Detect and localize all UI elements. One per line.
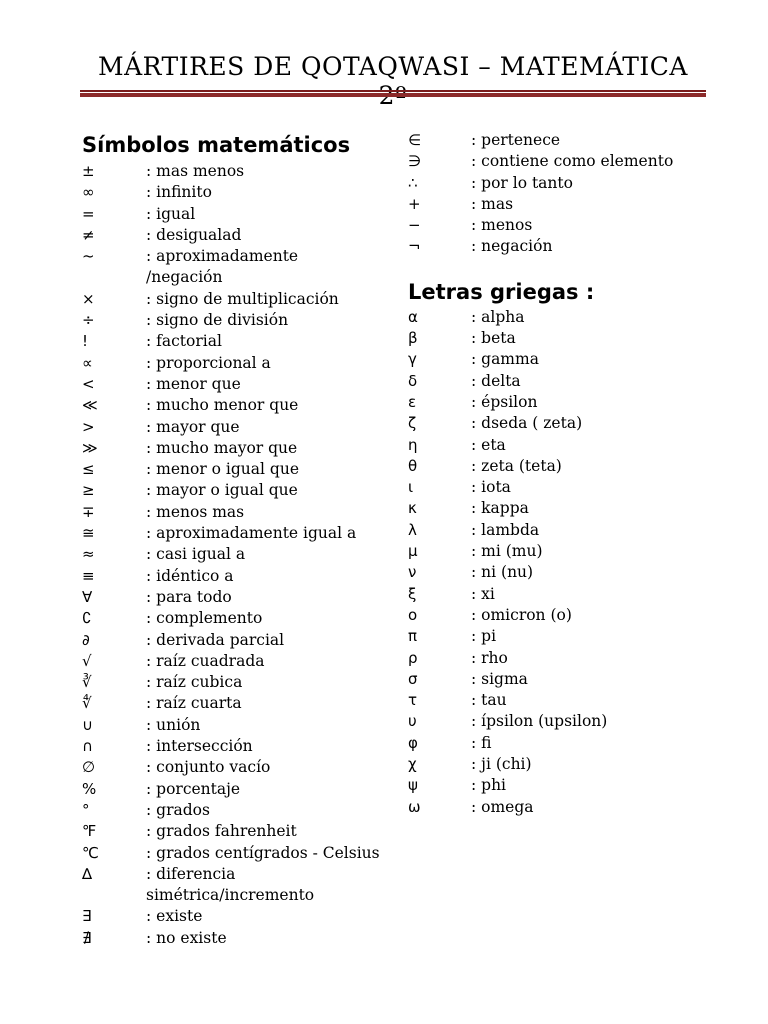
symbol-description: : no existe [146,928,227,947]
symbol-glyph: × [82,289,95,308]
symbol-description: : fi [471,733,492,752]
list-item [82,480,392,501]
list-item [82,459,392,480]
symbol-description: : derivada parcial [146,630,285,649]
symbol-description: : raíz cuadrada [146,651,265,670]
symbol-glyph: % [82,779,97,798]
list-item [408,541,708,562]
symbol-glyph: ∆ [82,864,93,883]
page-title: MÁRTIRES DE QOTAQWASI – MATEMÁTICA [98,52,688,81]
symbol-glyph: ≥ [82,481,95,500]
symbol-glyph: φ [408,733,418,752]
list-item [82,331,392,352]
symbol-description: : mucho mayor que [146,438,298,457]
list-item [408,648,708,669]
symbol-glyph: ∃ [82,907,92,926]
list-item [408,371,708,392]
symbol-description: : eta [471,435,506,454]
symbol-description: : para todo [146,587,232,606]
list-item [82,395,392,416]
symbol-glyph: ≪ [82,396,98,415]
symbol-glyph: ω [408,797,421,816]
list-item [82,438,392,459]
list-item [82,587,392,608]
list-item [82,566,392,587]
symbol-glyph: ° [82,800,90,819]
symbol-description: : delta [471,371,521,390]
symbol-description: /negación [146,268,223,287]
symbol-description: : aproximadamente [146,247,299,266]
symbol-glyph: β [408,329,418,348]
list-item [82,800,392,821]
symbol-glyph: ≤ [82,460,95,479]
list-item [408,690,708,711]
symbol-description: : mas menos [146,162,245,180]
symbol-glyph: < [82,374,95,393]
symbol-description: : existe [146,907,203,926]
symbol-description: : pertenece [471,131,561,149]
list-item [82,502,392,523]
symbol-description: : intersección [146,737,253,756]
symbol-glyph: ÷ [82,311,95,330]
list-item-continuation [82,267,392,288]
symbol-description: : gamma [471,350,539,369]
list-item [408,456,708,477]
symbol-glyph: ρ [408,648,418,667]
symbol-glyph: √ [82,651,92,670]
symbol-glyph: ∅ [82,758,96,777]
symbol-description: : complemento [146,609,263,628]
list-item [82,353,392,374]
symbol-glyph: = [82,204,95,223]
list-item [82,289,392,310]
symbol-description: : grados [146,800,210,819]
symbol-description: : raíz cubica [146,673,243,692]
symbol-description: : lambda [471,520,540,539]
symbol-glyph: α [408,307,418,326]
list-item [82,672,392,693]
symbol-glyph: ξ [408,584,417,603]
symbol-glyph: κ [408,499,417,518]
symbol-description: : ji (chi) [471,755,532,774]
symbol-glyph: ∴ [408,173,418,192]
symbol-description: simétrica/incremento [146,886,315,905]
list-item [82,225,392,246]
symbol-description: : rho [471,648,508,667]
symbol-description: : grados fahrenheit [146,822,297,841]
symbol-glyph: ∋ [408,152,422,171]
list-item [408,215,708,236]
symbol-glyph: σ [408,669,418,688]
list-item [82,417,392,438]
list-item [408,236,708,257]
symbol-description: : mas [471,194,514,213]
symbol-glyph: ∛ [82,673,92,692]
symbol-glyph: ∩ [82,737,93,756]
symbol-description: : menos [471,216,533,235]
list-item [408,194,708,215]
list-item [82,523,392,544]
symbol-description: : grados centígrados - Celsius [146,843,380,862]
symbol-description: : dseda ( zeta) [471,414,583,433]
list-item [408,520,708,541]
list-item [408,477,708,498]
symbol-description: : idéntico a [146,566,234,585]
symbol-description: : menor o igual que [146,460,299,479]
symbol-glyph: > [82,417,95,436]
symbol-glyph: ≅ [82,524,95,543]
symbol-description: : mi (mu) [471,542,543,561]
list-item [408,349,708,370]
symbol-glyph: ≡ [82,566,95,585]
symbol-glyph: ¬ [408,237,421,256]
symbol-description: : épsilon [471,392,538,411]
symbol-glyph: ∈ [408,131,422,149]
symbol-glyph: ℃ [82,843,99,862]
symbol-description: : infinito [146,183,212,202]
math-symbols-column [82,130,392,949]
symbol-description: : unión [146,715,201,734]
symbol-glyph: ∀ [82,587,93,606]
list-item [408,435,708,456]
list-item [408,797,708,818]
list-item [82,310,392,331]
list-item [82,608,392,629]
symbol-description: : menor que [146,374,241,393]
symbol-glyph [82,267,146,288]
list-item [82,374,392,395]
section-title-griegas: Letras griegas : [408,279,595,304]
list-item [408,626,708,647]
symbol-glyph: ψ [408,776,418,795]
symbol-description: : mayor o igual que [146,481,298,500]
list-item [82,928,392,949]
symbol-description: : alpha [471,307,525,326]
symbol-description: : xi [471,584,495,603]
symbol-glyph: ℉ [82,822,97,841]
symbol-description: : ni (nu) [471,563,534,582]
symbol-glyph: ζ [408,414,417,433]
list-item [82,246,392,267]
symbol-description: : por lo tanto [471,173,573,192]
symbol-glyph: ο [408,605,418,624]
list-item [82,779,392,800]
symbol-glyph: λ [408,520,417,539]
symbol-description: : kappa [471,499,529,518]
section-title-simbolos: Símbolos matemáticos [82,133,351,157]
list-item [408,328,708,349]
symbol-glyph: ∂ [82,630,90,649]
symbol-description: : casi igual a [146,545,246,564]
symbol-description: : pi [471,627,497,646]
list-item [408,562,708,583]
list-item [408,733,708,754]
symbol-description: : phi [471,776,507,795]
symbol-description: : raíz cuarta [146,694,242,713]
symbol-glyph: χ [408,755,417,774]
symbol-description: : omega [471,797,534,816]
symbol-glyph [82,885,146,906]
symbol-description: : iota [471,478,511,497]
symbol-glyph: μ [408,542,418,561]
list-item [408,754,708,775]
list-item [82,843,392,864]
symbol-glyph: ε [408,392,417,411]
section-spacer [408,258,708,277]
list-item [408,584,708,605]
symbol-description: : factorial [146,332,222,351]
symbol-description: : contiene como elemento [471,152,674,171]
symbol-description: : omicron (o) [471,605,572,624]
symbol-description: : zeta (teta) [471,456,562,475]
symbol-glyph: ≠ [82,225,95,244]
symbol-description: : porcentaje [146,779,241,798]
list-item [82,182,392,203]
symbol-description: : signo de división [146,311,289,330]
symbol-glyph: ∄ [82,928,92,947]
symbol-description: : diferencia [146,864,236,883]
greek-letter-list [408,307,708,818]
list-item [82,630,392,651]
symbol-glyph: υ [408,712,417,731]
list-item [82,736,392,757]
symbol-glyph: ∓ [82,502,95,521]
list-item [408,151,708,172]
list-item [408,711,708,732]
symbol-description: : proporcional a [146,353,271,372]
symbol-glyph: ± [82,162,95,180]
symbol-glyph: + [408,194,421,213]
symbol-glyph: π [408,627,418,646]
list-item [82,864,392,885]
symbol-glyph: ι [408,478,414,497]
symbol-description: : ípsilon (upsilon) [471,712,608,731]
symbol-glyph: θ [408,456,418,475]
symbol-glyph: γ [408,350,417,369]
list-item [82,715,392,736]
list-item [408,392,708,413]
list-item [408,775,708,796]
symbol-description: : aproximadamente igual a [146,524,357,543]
list-item [408,669,708,690]
title-divider [80,90,706,92]
symbol-glyph: − [408,216,421,235]
symbol-list [82,161,392,949]
symbol-glyph: δ [408,371,418,390]
list-item [82,204,392,225]
list-item [408,307,708,328]
list-item [82,906,392,927]
symbol-glyph: ∁ [82,609,92,628]
list-item [408,413,708,434]
list-item [408,130,708,151]
symbol-description: : menos mas [146,502,245,521]
symbol-glyph: ∪ [82,715,93,734]
symbol-description: : negación [471,237,553,256]
title-divider-thick [80,93,706,97]
symbol-glyph: ∞ [82,183,95,202]
symbol-glyph: ≫ [82,438,98,457]
symbol-glyph: τ [408,691,418,710]
list-item [82,757,392,778]
symbol-glyph: η [408,435,418,454]
symbol-description: : igual [146,204,196,223]
list-item [82,651,392,672]
symbol-description: : beta [471,329,516,348]
list-item [408,605,708,626]
list-item [82,821,392,842]
symbol-glyph: ≈ [82,545,95,564]
symbol-glyph: ! [82,332,89,351]
list-item [82,693,392,714]
symbol-glyph: ν [408,563,417,582]
list-item [408,498,708,519]
symbol-description: : conjunto vacío [146,758,271,777]
logic-symbol-list [408,130,708,258]
symbol-glyph: ∜ [82,694,92,713]
symbol-description: : tau [471,691,507,710]
right-column [408,130,708,818]
list-item [82,161,392,182]
symbol-description: : desigualad [146,225,242,244]
symbol-glyph: ~ [82,247,95,266]
list-item [82,544,392,565]
symbol-glyph: ∝ [82,353,93,372]
symbol-description: : mayor que [146,417,240,436]
symbol-description: : sigma [471,669,528,688]
list-item [408,173,708,194]
list-item-continuation [82,885,392,906]
symbol-description: : signo de multiplicación [146,289,339,308]
symbol-description: : mucho menor que [146,396,299,415]
